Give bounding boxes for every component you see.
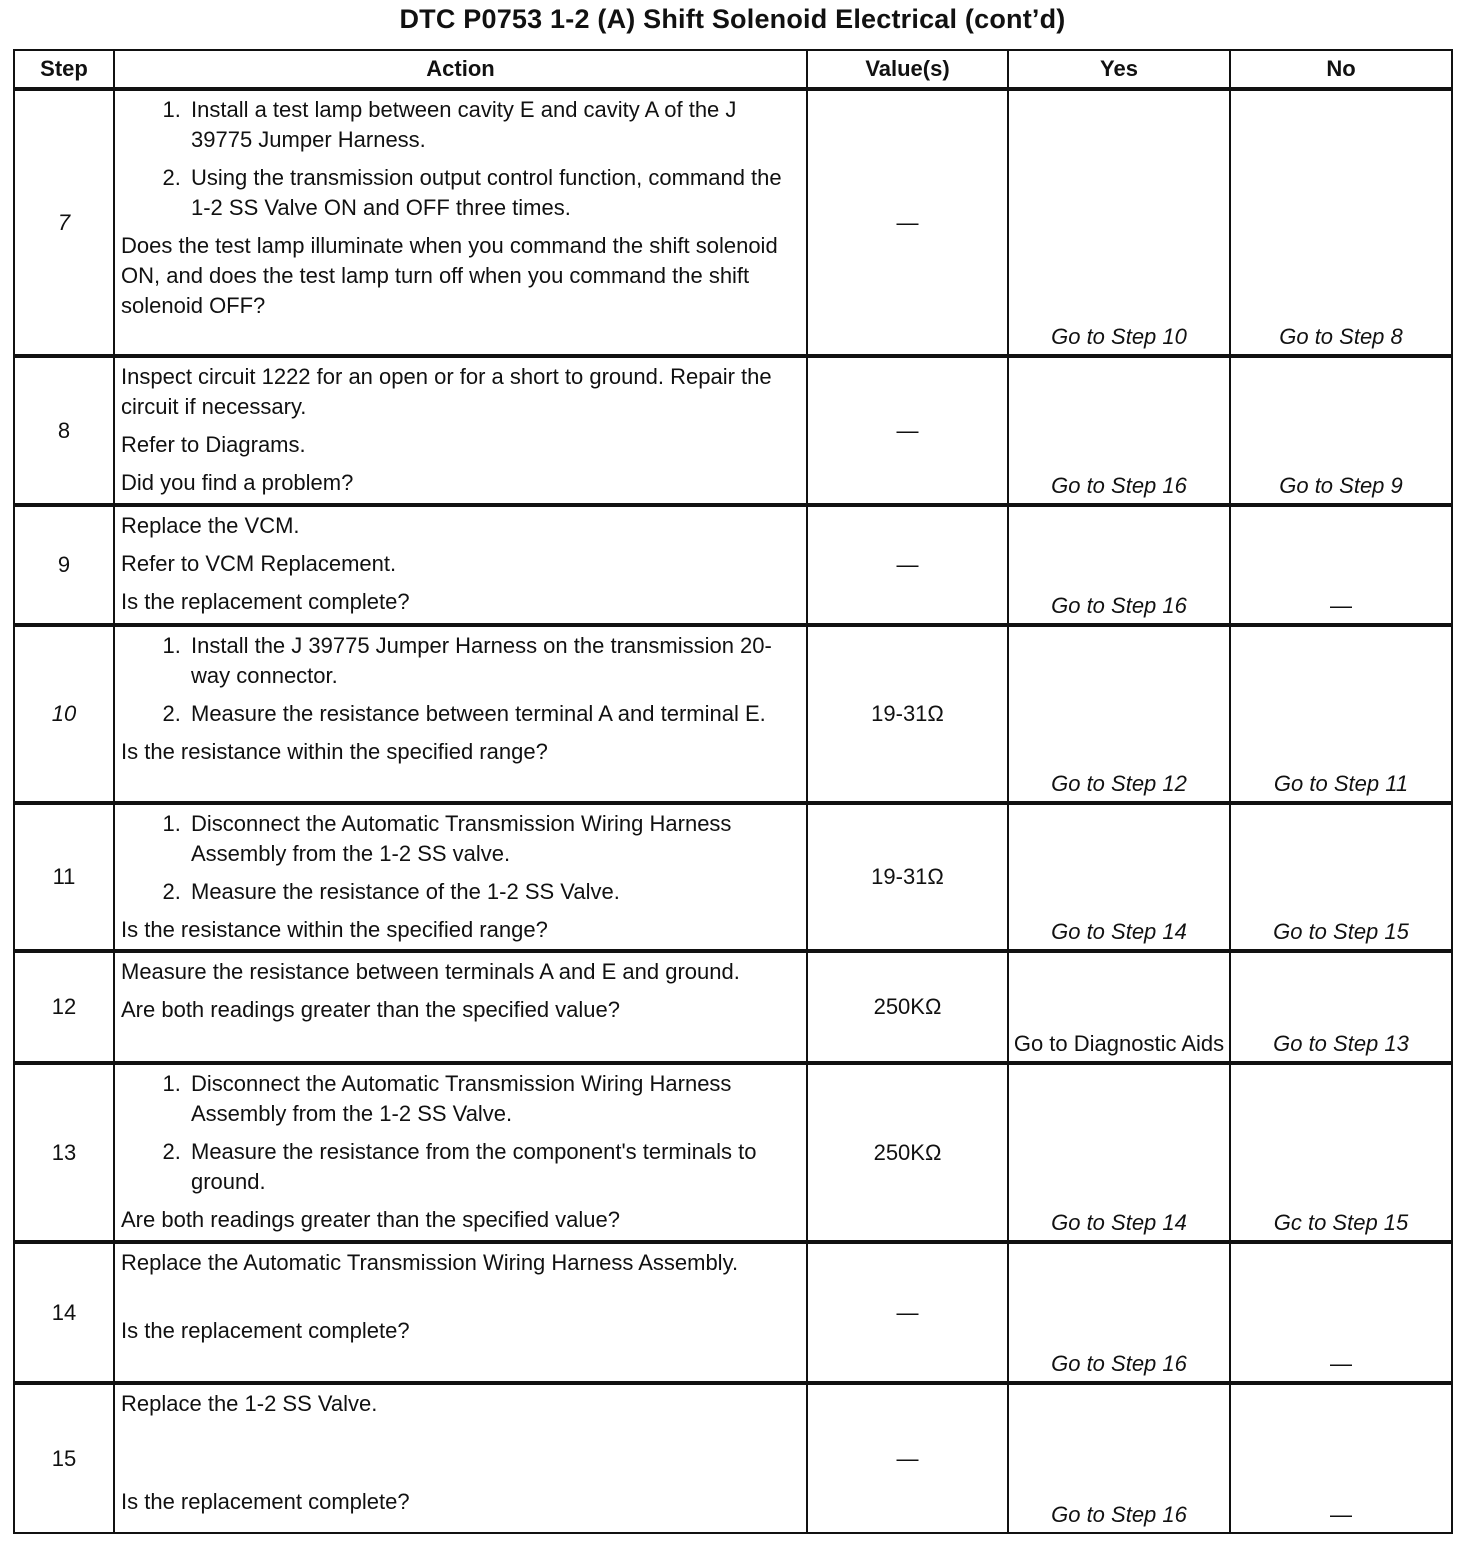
action-paragraph: Inspect circuit 1222 for an open or for a short to ground. Repair the circuit if necessary. — [121, 364, 772, 419]
action-step: 1. Install the J 39775 Jumper Harness on the transmission 20-way connector. — [187, 631, 800, 691]
value-cell: 250KΩ — [807, 951, 1008, 1063]
no-cell: Go to Step 9 — [1230, 356, 1452, 505]
table-row — [14, 89, 1452, 356]
value-cell: 250KΩ — [807, 1063, 1008, 1242]
table-row — [14, 951, 1452, 1063]
yes-cell: Go to Step 14 — [1008, 803, 1230, 951]
action-cell — [114, 505, 807, 625]
no-cell: — — [1230, 1383, 1452, 1533]
step-number: 12 — [14, 951, 114, 1063]
value-cell: — — [807, 356, 1008, 505]
page-title: DTC P0753 1-2 (A) Shift Solenoid Electrical (cont’d) — [399, 4, 1066, 34]
action-steps — [121, 631, 800, 729]
action-cell — [114, 1383, 807, 1533]
action-step: 1. Disconnect the Automatic Transmission Wiring Harness Assembly from the 1-2 SS Valve. — [187, 1069, 800, 1129]
action-paragraph: Replace the VCM. — [121, 513, 300, 538]
action-question: Is the replacement complete? — [121, 1318, 410, 1343]
action-steps — [121, 809, 800, 907]
action-cell — [114, 89, 807, 356]
yes-cell: Go to Step 16 — [1008, 1242, 1230, 1383]
action-paragraph: Refer to Diagrams. — [121, 432, 306, 457]
value-cell: — — [807, 89, 1008, 356]
no-cell: Go to Step 11 — [1230, 625, 1452, 803]
action-step: 2. Using the transmission output control function, command the 1-2 SS Valve ON and OFF three times. — [187, 163, 800, 223]
no-cell: Go to Step 15 — [1230, 803, 1452, 951]
step-number: 15 — [14, 1383, 114, 1533]
yes-cell: Go to Step 10 — [1008, 89, 1230, 356]
table-row — [14, 1063, 1452, 1242]
action-cell — [114, 1242, 807, 1383]
no-cell: — — [1230, 505, 1452, 625]
action-paragraph: Replace the Automatic Transmission Wiring Harness Assembly. — [121, 1250, 739, 1275]
header-yes: Yes — [1008, 50, 1230, 89]
table-row — [14, 505, 1452, 625]
diagnostic-table — [13, 49, 1453, 1534]
table-row — [14, 1383, 1452, 1533]
yes-cell: Go to Diagnostic Aids — [1008, 951, 1230, 1063]
action-question: Is the replacement complete? — [121, 589, 410, 614]
value-cell: 19-31Ω — [807, 803, 1008, 951]
action-step: 2. Measure the resistance from the component's terminals to ground. — [187, 1137, 800, 1197]
action-paragraph: Replace the 1-2 SS Valve. — [121, 1391, 378, 1416]
header-values: Value(s) — [807, 50, 1008, 89]
step-number: 7 — [14, 89, 114, 356]
no-cell: Go to Step 13 — [1230, 951, 1452, 1063]
yes-cell: Go to Step 16 — [1008, 356, 1230, 505]
no-cell: Go to Step 8 — [1230, 89, 1452, 356]
action-question: Did you find a problem? — [121, 470, 354, 495]
action-step: 1. Install a test lamp between cavity E and cavity A of the J 39775 Jumper Harness. — [187, 95, 800, 155]
action-question: Are both readings greater than the specified value? — [121, 997, 620, 1022]
action-cell — [114, 803, 807, 951]
action-cell — [114, 951, 807, 1063]
no-cell: — — [1230, 1242, 1452, 1383]
action-question: Are both readings greater than the specified value? — [121, 1207, 620, 1232]
no-cell: Gc to Step 15 — [1230, 1063, 1452, 1242]
table-row — [14, 356, 1452, 505]
action-question: Does the test lamp illuminate when you command the shift solenoid ON, and does the test lamp turn off when you command the shift solenoid OFF? — [121, 233, 778, 318]
step-number: 13 — [14, 1063, 114, 1242]
yes-cell: Go to Step 14 — [1008, 1063, 1230, 1242]
step-number: 8 — [14, 356, 114, 505]
value-cell: — — [807, 1242, 1008, 1383]
action-cell — [114, 1063, 807, 1242]
action-cell — [114, 625, 807, 803]
value-cell: — — [807, 505, 1008, 625]
header-step: Step — [14, 50, 114, 89]
action-step: 2. Measure the resistance of the 1-2 SS Valve. — [187, 877, 800, 907]
table-row — [14, 803, 1452, 951]
table-row — [14, 1242, 1452, 1383]
header-no: No — [1230, 50, 1452, 89]
action-paragraph: Refer to VCM Replacement. — [121, 551, 397, 576]
step-number: 9 — [14, 505, 114, 625]
action-paragraph: Measure the resistance between terminals A and E and ground. — [121, 959, 740, 984]
action-cell — [114, 356, 807, 505]
action-question: Is the replacement complete? — [121, 1489, 410, 1514]
table-header-row — [14, 50, 1452, 89]
action-steps — [121, 1069, 800, 1197]
yes-cell: Go to Step 16 — [1008, 1383, 1230, 1533]
step-number: 11 — [14, 803, 114, 951]
step-number: 14 — [14, 1242, 114, 1383]
header-action: Action — [114, 50, 807, 89]
value-cell: — — [807, 1383, 1008, 1533]
step-number: 10 — [14, 625, 114, 803]
yes-cell: Go to Step 12 — [1008, 625, 1230, 803]
action-question: Is the resistance within the specified range? — [121, 739, 548, 764]
table-row — [14, 625, 1452, 803]
yes-cell: Go to Step 16 — [1008, 505, 1230, 625]
action-step: 2. Measure the resistance between terminal A and terminal E. — [187, 699, 800, 729]
action-steps — [121, 95, 800, 223]
action-step: 1. Disconnect the Automatic Transmission Wiring Harness Assembly from the 1-2 SS valve. — [187, 809, 800, 869]
action-question: Is the resistance within the specified range? — [121, 917, 548, 942]
value-cell: 19-31Ω — [807, 625, 1008, 803]
